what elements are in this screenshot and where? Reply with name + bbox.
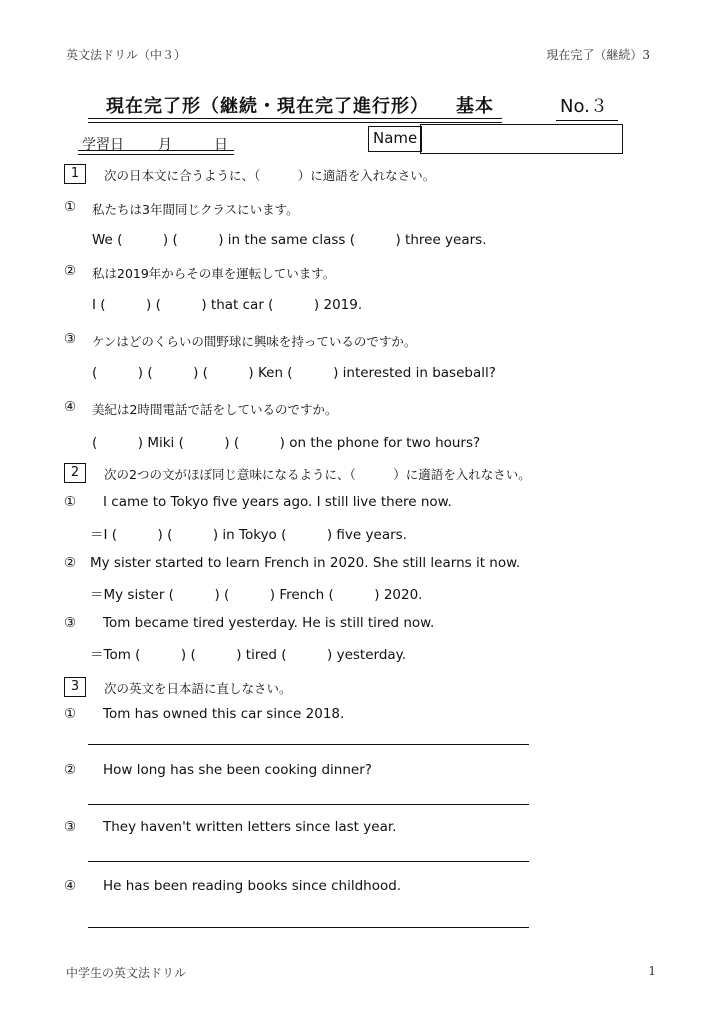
s2-q2-mark: ② [64, 555, 77, 571]
page-number: 1 [648, 964, 656, 978]
section-3-instruction: 次の英文を日本語に直しなさい。 [104, 681, 292, 696]
s1-q2-japanese: 私は2019年からその車を運転しています。 [92, 266, 336, 281]
header-left: 英文法ドリル（中３） [66, 48, 187, 62]
sheet-number: No.３ [560, 96, 608, 117]
section-1-instruction: 次の日本文に合うように、（ ）に適語を入れなさい。 [104, 168, 436, 183]
s1-q1-mark: ① [64, 199, 77, 215]
s3-q3-answer-line[interactable] [88, 861, 529, 862]
section-2-instruction: 次の2つの文がほぼ同じ意味になるように、（ ）に適語を入れなさい。 [104, 467, 531, 482]
s3-q3-mark: ③ [64, 819, 77, 835]
section-3-number: 3 [64, 677, 86, 697]
s1-q2-answer-frame: I ( ) ( ) that car ( ) 2019. [92, 297, 363, 313]
s1-q4-answer-frame: ( ) Miki ( ) ( ) on the phone for two hours? [92, 435, 481, 451]
name-label: Name [373, 129, 418, 147]
s1-q4-mark: ④ [64, 399, 77, 415]
s3-q4-english: He has been reading books since childhood. [103, 878, 402, 894]
s3-q1-mark: ① [64, 706, 77, 722]
s2-q3-mark: ③ [64, 615, 77, 631]
name-label-box [368, 126, 422, 152]
number-underline [556, 120, 618, 121]
s1-q2-mark: ② [64, 263, 77, 279]
month-label: 月 [158, 137, 172, 153]
name-field[interactable] [420, 124, 623, 154]
page-title: 現在完了形（継続・現在完了進行形） [106, 96, 429, 117]
s3-q2-english: How long has she been cooking dinner? [103, 762, 372, 778]
s3-q4-answer-line[interactable] [88, 927, 529, 928]
s2-q1-mark: ① [64, 494, 77, 510]
s2-q1-question: I came to Tokyo five years ago. I still live there now. [103, 494, 452, 510]
s2-q2-answer-frame: ＝My sister ( ) ( ) French ( ) 2020. [90, 587, 423, 603]
s1-q3-answer-frame: ( ) ( ) ( ) Ken ( ) interested in baseball? [92, 365, 496, 381]
section-1-number: 1 [64, 164, 86, 184]
date-label: 学習日 [82, 137, 124, 153]
s2-q2-question: My sister started to learn French in 2020. She still learns it now. [90, 555, 521, 571]
s2-q3-question: Tom became tired yesterday. He is still tired now. [103, 615, 435, 631]
section-2-number: 2 [64, 463, 86, 483]
s3-q2-mark: ② [64, 762, 77, 778]
s1-q3-mark: ③ [64, 331, 77, 347]
s1-q4-japanese: 美紀は2時間電話で話をしているのですか。 [92, 402, 338, 417]
level-label: 基本 [456, 96, 494, 117]
date-underline [78, 150, 234, 155]
header-right: 現在完了（継続）3 [546, 48, 650, 62]
footer-title: 中学生の英文法ドリル [66, 966, 187, 980]
s3-q3-english: They haven't written letters since last year. [103, 819, 397, 835]
s3-q2-answer-line[interactable] [88, 804, 529, 805]
s1-q1-answer-frame: We ( ) ( ) in the same class ( ) three years. [92, 232, 487, 248]
s3-q4-mark: ④ [64, 878, 77, 894]
day-label: 日 [214, 137, 228, 153]
title-underline [88, 118, 502, 123]
s3-q1-english: Tom has owned this car since 2018. [103, 706, 345, 722]
s2-q1-answer-frame: ＝I ( ) ( ) in Tokyo ( ) five years. [90, 527, 407, 543]
s2-q3-answer-frame: ＝Tom ( ) ( ) tired ( ) yesterday. [90, 647, 407, 663]
s1-q1-japanese: 私たちは3年間同じクラスにいます。 [92, 202, 299, 217]
s1-q3-japanese: ケンはどのくらいの間野球に興味を持っているのですか。 [92, 334, 417, 349]
s3-q1-answer-line[interactable] [88, 744, 529, 745]
